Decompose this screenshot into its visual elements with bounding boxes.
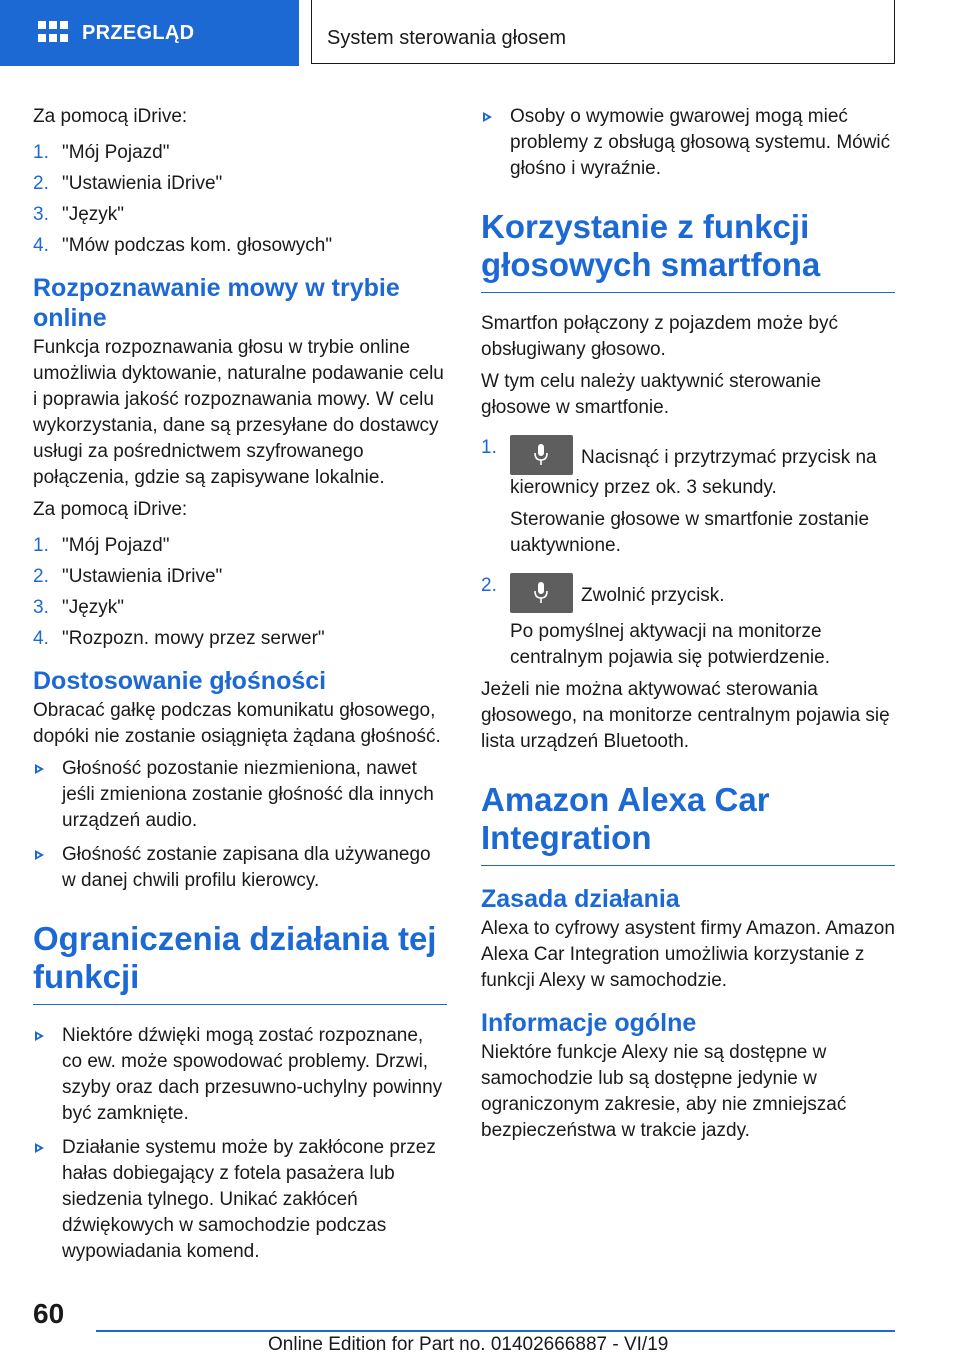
limitations-bullets bbox=[33, 1023, 447, 1265]
heading-alexa: Amazon Alexa Car Integration bbox=[481, 781, 895, 866]
list-item: Głośność pozostanie niezmieniona, nawet jeśli zmieniona zostanie głośność dla innych urządzeń audio. bbox=[33, 756, 447, 834]
step-1-text: Nacisnąć i przytrzymać przycisk na kierownicy przez ok. 3 sekundy. bbox=[510, 447, 877, 498]
dialect-bullets bbox=[481, 104, 895, 182]
list-item: 2. "Ustawienia iDrive" bbox=[33, 173, 223, 194]
list-item: 1. "Mój Pojazd" bbox=[33, 535, 170, 556]
voice-button[interactable] bbox=[510, 435, 573, 475]
list-item: 3. "Język" bbox=[33, 204, 125, 225]
smartphone-text-2: W tym celu należy uaktywnić sterowanie głosowe w smartfonie. bbox=[481, 371, 822, 418]
heading-principle: Zasada działania bbox=[481, 885, 680, 913]
right-column bbox=[481, 104, 895, 1150]
list-item: Działanie systemu może by zakłócone przez hałas dobiegający z fotela pasażera lub siedzenia tylnego. Unikać zakłóceń dźwiękowych w samochodzie podczas wypowiadania komend. bbox=[33, 1135, 447, 1265]
grid-icon bbox=[38, 21, 68, 45]
idrive-intro-2: Za pomocą iDrive: bbox=[33, 499, 188, 520]
list-item: Osoby o wymowie gwarowej mogą mieć problemy z obsługą głosową systemu. Mówić głośno i wyraźnie. bbox=[481, 104, 895, 182]
left-column bbox=[33, 104, 447, 1273]
list-item: 3. "Język" bbox=[33, 597, 125, 618]
microphone-icon bbox=[534, 444, 548, 466]
footer-divider bbox=[96, 1330, 895, 1332]
voice-button[interactable] bbox=[510, 573, 573, 613]
idrive-steps-1 bbox=[33, 140, 447, 259]
list-item: Niektóre dźwięki mogą zostać rozpoznane, co ew. może spowodować problemy. Drzwi, szyby oraz dach przesuwno-uchylny powinny być zamknięte. bbox=[33, 1023, 447, 1127]
idrive-intro: Za pomocą iDrive: bbox=[33, 106, 188, 127]
page-header bbox=[0, 0, 960, 66]
step-2-result: Po pomyślnej aktywacji na monitorze centralnym pojawia się potwierdzenie. bbox=[510, 621, 830, 668]
triangle-bullet-icon bbox=[481, 104, 510, 182]
triangle-bullet-icon bbox=[33, 1023, 62, 1127]
triangle-bullet-icon bbox=[33, 842, 62, 894]
heading-limitations: Ograniczenia działania tej funkcji bbox=[33, 920, 447, 1005]
step-2-text: Zwolnić przycisk. bbox=[581, 585, 725, 606]
microphone-icon bbox=[534, 582, 548, 604]
triangle-bullet-icon bbox=[33, 756, 62, 834]
heading-general-info: Informacje ogólne bbox=[481, 1009, 697, 1037]
chapter-title: System sterowania głosem bbox=[311, 0, 895, 64]
smartphone-step-1: 1. Nacisnąć i przytrzymać przycisk na kierownicy przez ok. 3 sekundy. Sterowanie głosowe w smartfonie zostanie uaktywnione. bbox=[481, 435, 895, 559]
smartphone-text-1: Smartfon połączony z pojazdem może być obsługiwany głosowo. bbox=[481, 313, 838, 360]
smartphone-step-2: 2. Zwolnić przycisk. Po pomyślnej aktywacji na monitorze centralnym pojawia się potwierdzenie. bbox=[481, 573, 895, 671]
list-item: 4. "Mów podczas kom. głosowych" bbox=[33, 235, 333, 256]
bluetooth-text: Jeżeli nie można aktywować sterowania głosowego, na monitorze centralnym pojawia się lista urządzeń Bluetooth. bbox=[481, 679, 890, 752]
volume-bullets bbox=[33, 756, 447, 894]
general-info-text: Niektóre funkcje Alexy nie są dostępne w samochodzie lub są dostępne jedynie w ograniczonym zakresie, aby nie zmniejszać bezpieczeństwa w trakcie jazdy. bbox=[481, 1042, 847, 1141]
overview-tab[interactable] bbox=[0, 0, 299, 66]
online-recognition-text: Funkcja rozpoznawania głosu w trybie online umożliwia dyktowanie, naturalne podawanie celu i poprawia jakość rozpoznawania mowy. W celu wykorzystania, dane są przesyłane do dostawcy usługi za pośrednictwem szyfrowanego połączenia, gdzie są zapisywane lokalnie. bbox=[33, 337, 444, 488]
list-item: 4. "Rozpozn. mowy przez serwer" bbox=[33, 628, 325, 649]
list-item: Głośność zostanie zapisana dla używanego w danej chwili profilu kierowcy. bbox=[33, 842, 447, 894]
heading-online-recognition: Rozpoznawanie mowy w trybie online bbox=[33, 274, 400, 332]
overview-tab-label: PRZEGLĄD bbox=[82, 21, 195, 44]
list-item: 2. "Ustawienia iDrive" bbox=[33, 566, 223, 587]
edition-text: Online Edition for Part no. 01402666887 - VI/19 bbox=[268, 1334, 669, 1355]
heading-smartphone-voice: Korzystanie z funkcji głosowych smartfona bbox=[481, 208, 895, 293]
triangle-bullet-icon bbox=[33, 1135, 62, 1265]
step-1-result: Sterowanie głosowe w smartfonie zostanie uaktywnione. bbox=[510, 509, 870, 556]
heading-volume: Dostosowanie głośności bbox=[33, 667, 327, 695]
list-item: 1. "Mój Pojazd" bbox=[33, 142, 170, 163]
volume-text: Obracać gałkę podczas komunikatu głosowego, dopóki nie zostanie osiągnięta żądana głośność. bbox=[33, 700, 441, 747]
principle-text: Alexa to cyfrowy asystent firmy Amazon. Amazon Alexa Car Integration umożliwia korzystanie z funkcji Alexy w samochodzie. bbox=[481, 918, 895, 991]
page-number: 60 bbox=[33, 1298, 65, 1329]
idrive-steps-2 bbox=[33, 533, 447, 652]
